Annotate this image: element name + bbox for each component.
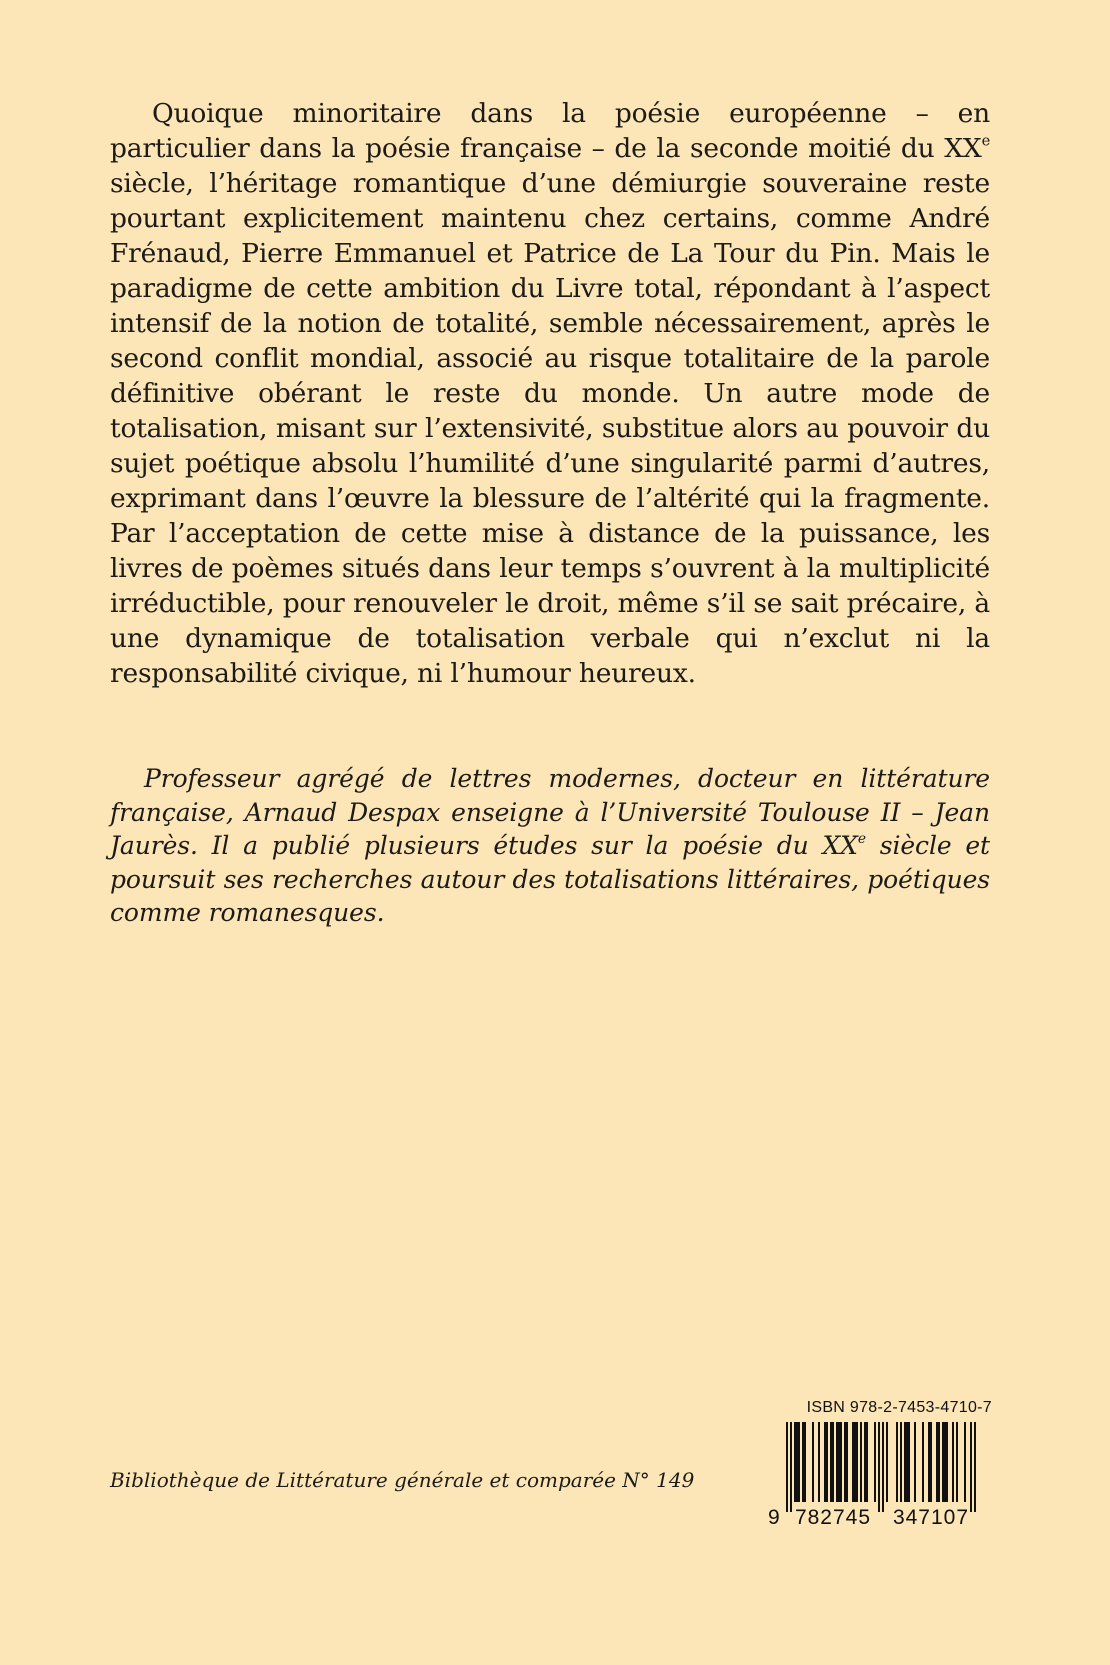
barcode-bar	[904, 1422, 910, 1502]
century-superscript: e	[981, 132, 990, 150]
isbn-barcode	[762, 1398, 998, 1530]
barcode-bar	[882, 1422, 884, 1512]
isbn-label: ISBN 978-2-7453-4710-7	[806, 1399, 992, 1416]
barcode-bar	[974, 1422, 976, 1512]
barcode-bar	[812, 1422, 814, 1502]
barcode-bar	[964, 1422, 966, 1502]
barcode-bar	[786, 1422, 788, 1512]
barcode-bar	[936, 1422, 940, 1502]
summary-text-start: Quoique minoritaire dans la poésie européenne – en particulier dans la poésie française – de la seconde moitié du XX	[110, 98, 990, 164]
barcode-bar	[922, 1422, 924, 1502]
barcode-digit-lead: 9	[768, 1506, 780, 1529]
barcode-bar	[852, 1422, 858, 1502]
barcode-bar	[818, 1422, 820, 1502]
bio-text-end: siècle et poursuit ses recherches autour des totalisations littéraires, poétiques comme romanesques.	[110, 831, 990, 927]
barcode-bar	[802, 1422, 806, 1502]
barcode-bar	[874, 1422, 876, 1502]
barcode-bar	[970, 1422, 972, 1512]
barcode-bar	[830, 1422, 834, 1502]
barcode-bar	[928, 1422, 932, 1502]
barcode-bar	[836, 1422, 842, 1502]
book-summary	[110, 96, 990, 691]
barcode-bar	[900, 1422, 902, 1502]
barcode-bars	[786, 1422, 976, 1512]
barcode-bar	[824, 1422, 828, 1502]
barcode-bar	[860, 1422, 862, 1502]
barcode-bar	[896, 1422, 898, 1502]
barcode-digits-right: 347107	[892, 1506, 970, 1529]
barcode-bar	[956, 1422, 958, 1502]
barcode-bar	[844, 1422, 848, 1502]
barcode-bar	[942, 1422, 948, 1502]
barcode-bar	[886, 1422, 888, 1502]
bio-paragraph	[110, 762, 990, 930]
barcode-bar	[952, 1422, 954, 1502]
author-bio	[110, 762, 990, 930]
barcode-bar	[790, 1422, 792, 1512]
barcode-graphic	[762, 1420, 998, 1530]
barcode-digits-left: 782745	[794, 1506, 872, 1529]
series-line: Bibliothèque de Littérature générale et comparée N° 149	[110, 1468, 695, 1492]
barcode-bar	[878, 1422, 880, 1512]
century-superscript: e	[857, 831, 866, 847]
barcode-bar	[914, 1422, 916, 1502]
summary-text-end: siècle, l’héritage romantique d’une démiurgie souveraine reste pourtant explicitement maintenu chez certains, comme André Frénaud, Pierre Emmanuel et Patrice de La Tour du Pin. Mais le paradigme de cette ambition du Livre total, répondant à l’aspect intensif de la notion de totalité, semble nécessairement, après le second conflit mondial, associé au risque totalitaire de la parole définitive obérant le reste du monde. Un autre mode de totalisation, misant sur l’extensivité, substitue alors au pouvoir du sujet poétique absolu l’humilité d’une singularité parmi d’autres, exprimant dans l’œuvre la blessure de l’altérité qui la fragmente. Par l’acceptation de cette mise à distance de la puissance, les livres de poèmes situés dans leur temps s’ouvrent à la multiplicité irréductible, pour renouveler le droit, même s’il se sait précaire, à une dynamique de totalisation verbale qui n’exclut ni la responsabilité civique, ni l’humour heureux.	[110, 168, 990, 689]
barcode-bar	[864, 1422, 868, 1502]
summary-paragraph	[110, 96, 990, 691]
barcode-bar	[794, 1422, 800, 1502]
bio-text-start: Professeur agrégé de lettres modernes, docteur en littérature française, Arnaud Despax enseigne à l’Université Toulouse II – Jean Jaurès. Il a publié plusieurs études sur la poésie du XX	[110, 764, 990, 860]
